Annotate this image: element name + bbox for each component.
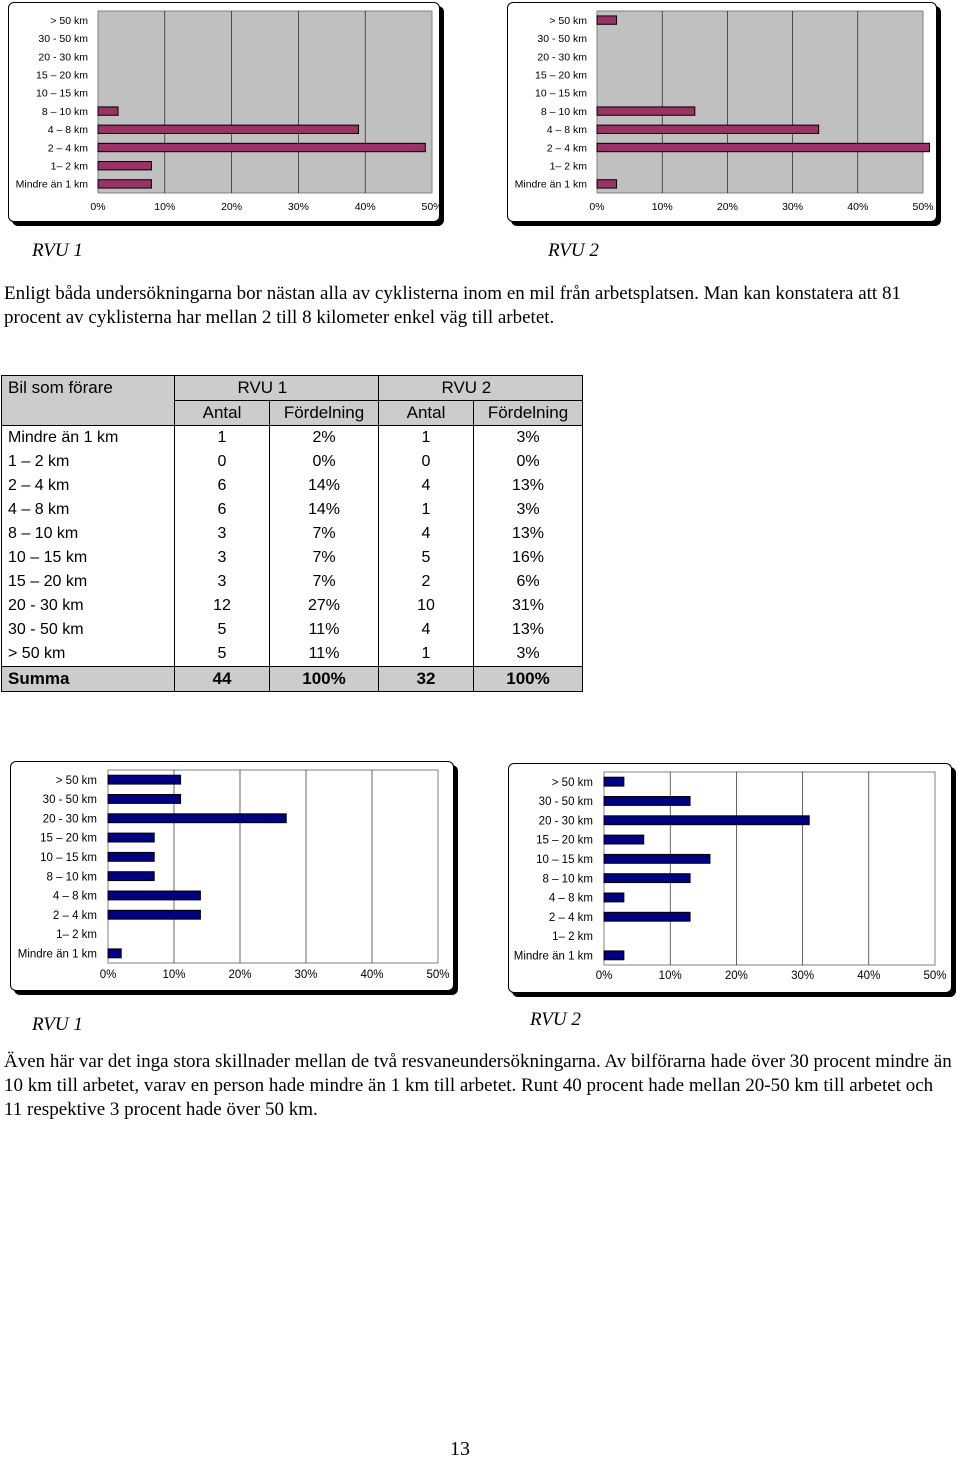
- row-antal-2: 4: [379, 474, 474, 498]
- table-row: [2, 450, 583, 474]
- subheader-antal-1: Antal: [175, 401, 270, 426]
- y-category-label: 10 – 15 km: [536, 853, 593, 866]
- bar: [597, 107, 695, 115]
- row-antal-2: 4: [379, 618, 474, 642]
- row-antal-1: 0: [175, 450, 270, 474]
- x-tick-label: 30%: [782, 201, 804, 213]
- bar: [604, 893, 624, 902]
- row-antal-2: 4: [379, 522, 474, 546]
- y-category-label: Mindre än 1 km: [513, 950, 593, 963]
- caption-bottom-right: RVU 2: [530, 1009, 581, 1030]
- x-tick-label: 20%: [228, 969, 252, 981]
- y-category-label: 2 – 4 km: [546, 142, 587, 155]
- page-number: 13: [450, 1438, 470, 1460]
- header-rvu1: RVU 1: [237, 378, 288, 397]
- y-category-label: 4 – 8 km: [548, 892, 593, 905]
- y-category-label: Mindre än 1 km: [15, 178, 88, 191]
- row-fordelning-2: 13%: [474, 618, 583, 642]
- bar: [597, 180, 617, 188]
- row-fordelning-2: 16%: [474, 546, 583, 570]
- subheader-antal-2: Antal: [379, 401, 474, 426]
- bar: [597, 143, 930, 151]
- x-tick-label: 0%: [595, 970, 613, 982]
- row-fordelning-1: 27%: [270, 594, 379, 618]
- row-fordelning-2: 13%: [474, 474, 583, 498]
- row-label: > 50 km: [2, 642, 175, 667]
- bar: [98, 162, 151, 170]
- row-label: Mindre än 1 km: [2, 426, 175, 451]
- row-antal-2: 0: [379, 450, 474, 474]
- table-header-row: [2, 376, 583, 401]
- caption-bottom-left: RVU 1: [32, 1014, 83, 1035]
- row-antal-1: 3: [175, 570, 270, 594]
- y-category-label: 10 – 15 km: [40, 851, 97, 864]
- row-fordelning-1: 14%: [270, 474, 379, 498]
- x-tick-label: 40%: [360, 969, 384, 981]
- caption-top-left: RVU 1: [32, 240, 83, 261]
- x-tick-label: 40%: [847, 201, 869, 213]
- bar: [98, 180, 151, 188]
- table-row: [2, 642, 583, 667]
- subheader-fordelning-2: Fördelning: [474, 401, 583, 426]
- table-row: [2, 522, 583, 546]
- bar: [604, 951, 624, 960]
- y-category-label: 20 - 30 km: [42, 813, 97, 826]
- row-antal-2: 5: [379, 546, 474, 570]
- x-tick-label: 10%: [651, 201, 673, 213]
- table-row: [2, 426, 583, 451]
- sum-antal-1: 44: [175, 667, 270, 692]
- table-row: [2, 546, 583, 570]
- row-fordelning-2: 0%: [474, 450, 583, 474]
- bar: [108, 872, 154, 881]
- y-category-label: 8 – 10 km: [540, 105, 587, 118]
- paragraph-car-drivers: Även här var det inga stora skillnader mellan de två resvaneundersökningarna. Av bilförarna hade över 30 procent mindre än 10 km till arbetet, varav en person hade mindre än 1 km till arbetet. Runt 40 procent hade mellan 20-50 km till arbetet och 11 respektive 3 procent hade över 50 km.: [4, 1051, 952, 1120]
- table-row: [2, 498, 583, 522]
- y-category-label: 15 – 20 km: [535, 69, 587, 82]
- row-fordelning-2: 3%: [474, 498, 583, 522]
- table-subheader-row: [2, 401, 583, 426]
- row-label: 20 - 30 km: [2, 594, 175, 618]
- y-category-label: 1– 2 km: [50, 160, 88, 173]
- chart-rvu1-bicycle: [8, 2, 443, 222]
- paragraph-cyclists: Enligt båda undersökningarna bor nästan alla av cyklisterna inom en mil från arbetsplatsen. Man kan konstatera att 81 procent av cyklisterna har mellan 2 till 8 kilometer enkel väg till arbetet.: [4, 283, 901, 328]
- row-label: 15 – 20 km: [2, 570, 175, 594]
- sum-fordelning-1: 100%: [270, 667, 379, 692]
- y-category-label: 15 – 20 km: [40, 832, 97, 845]
- y-category-label: 30 - 50 km: [38, 33, 88, 46]
- row-label: 1 – 2 km: [2, 450, 175, 474]
- y-category-label: 10 – 15 km: [535, 87, 587, 100]
- x-tick-label: 20%: [221, 201, 243, 213]
- bar: [604, 874, 690, 883]
- table-row: [2, 474, 583, 498]
- chart-rvu2-bicycle-svg: [508, 3, 936, 221]
- y-category-label: 2 – 4 km: [47, 142, 88, 155]
- x-tick-label: 50%: [912, 201, 934, 213]
- subheader-empty: [2, 401, 175, 426]
- y-category-label: 8 – 10 km: [41, 105, 88, 118]
- row-fordelning-1: 14%: [270, 498, 379, 522]
- y-category-label: Mindre än 1 km: [514, 178, 587, 191]
- y-category-label: 20 - 30 km: [38, 51, 88, 64]
- y-category-label: 4 – 8 km: [52, 890, 97, 903]
- row-antal-1: 1: [175, 426, 270, 451]
- y-category-label: 8 – 10 km: [542, 873, 593, 886]
- bar: [108, 833, 154, 842]
- chart-rvu1-bicycle-svg: [9, 3, 443, 221]
- row-antal-1: 3: [175, 522, 270, 546]
- row-fordelning-1: 7%: [270, 522, 379, 546]
- x-tick-label: 0%: [589, 201, 605, 213]
- x-tick-label: 10%: [154, 201, 176, 213]
- row-fordelning-2: 13%: [474, 522, 583, 546]
- row-fordelning-2: 3%: [474, 642, 583, 667]
- y-category-label: 30 - 50 km: [537, 33, 587, 46]
- row-antal-2: 1: [379, 642, 474, 667]
- bar: [108, 852, 154, 861]
- row-fordelning-1: 7%: [270, 570, 379, 594]
- bar: [108, 775, 181, 784]
- row-fordelning-1: 11%: [270, 618, 379, 642]
- row-antal-1: 5: [175, 642, 270, 667]
- y-category-label: 30 - 50 km: [42, 794, 97, 807]
- row-antal-1: 3: [175, 546, 270, 570]
- bar: [108, 949, 121, 958]
- row-fordelning-1: 2%: [270, 426, 379, 451]
- y-category-label: 8 – 10 km: [46, 871, 97, 884]
- row-antal-1: 12: [175, 594, 270, 618]
- header-rvu1-cell: [237, 376, 379, 401]
- y-category-label: 15 – 20 km: [536, 834, 593, 847]
- bar: [597, 125, 819, 133]
- bar: [604, 816, 809, 825]
- x-tick-label: 0%: [90, 201, 106, 213]
- y-category-label: 4 – 8 km: [47, 124, 88, 137]
- row-fordelning-2: 3%: [474, 426, 583, 451]
- y-category-label: > 50 km: [55, 774, 97, 787]
- chart-rvu2-car-svg: [509, 764, 951, 992]
- row-fordelning-2: 6%: [474, 570, 583, 594]
- header-rvu2-cell: [441, 376, 583, 401]
- row-label: 4 – 8 km: [2, 498, 175, 522]
- caption-top-right: RVU 2: [548, 240, 599, 261]
- bar: [98, 125, 359, 133]
- y-category-label: > 50 km: [549, 14, 587, 27]
- y-category-label: 30 - 50 km: [538, 796, 593, 809]
- table-title: Bil som förare: [2, 376, 175, 401]
- bar: [604, 777, 624, 786]
- y-category-label: 20 - 30 km: [537, 51, 587, 64]
- chart-rvu2-car: [508, 763, 952, 993]
- x-tick-label: 50%: [923, 970, 947, 982]
- row-label: 30 - 50 km: [2, 618, 175, 642]
- chart-rvu1-car: [10, 761, 454, 991]
- bar: [604, 854, 710, 863]
- row-fordelning-1: 11%: [270, 642, 379, 667]
- y-category-label: 1– 2 km: [56, 929, 97, 942]
- row-label: 8 – 10 km: [2, 522, 175, 546]
- distance-table: [1, 375, 583, 692]
- y-category-label: > 50 km: [50, 14, 88, 27]
- chart-rvu1-car-svg: [11, 762, 453, 990]
- y-category-label: > 50 km: [551, 776, 593, 789]
- row-antal-2: 10: [379, 594, 474, 618]
- y-category-label: 2 – 4 km: [548, 911, 593, 924]
- x-tick-label: 50%: [426, 969, 450, 981]
- x-tick-label: 20%: [724, 970, 748, 982]
- row-antal-1: 6: [175, 474, 270, 498]
- y-category-label: 15 – 20 km: [36, 69, 88, 82]
- row-antal-1: 5: [175, 618, 270, 642]
- table-body: [2, 426, 583, 667]
- row-antal-2: 1: [379, 498, 474, 522]
- x-tick-label: 40%: [857, 970, 881, 982]
- sum-fordelning-2: 100%: [474, 667, 583, 692]
- table-row: [2, 570, 583, 594]
- bar: [108, 795, 181, 804]
- x-tick-label: 0%: [99, 969, 117, 981]
- chart-rvu2-bicycle: [507, 2, 937, 222]
- bar: [108, 891, 200, 900]
- bar: [98, 107, 118, 115]
- y-category-label: 2 – 4 km: [52, 909, 97, 922]
- row-fordelning-1: 7%: [270, 546, 379, 570]
- row-label: 2 – 4 km: [2, 474, 175, 498]
- table-row: [2, 594, 583, 618]
- x-tick-label: 10%: [658, 970, 682, 982]
- y-category-label: Mindre än 1 km: [17, 948, 97, 961]
- bar: [108, 814, 286, 823]
- x-tick-label: 20%: [716, 201, 738, 213]
- y-category-label: 10 – 15 km: [36, 87, 88, 100]
- row-fordelning-1: 0%: [270, 450, 379, 474]
- subheader-fordelning-1: Fördelning: [270, 401, 379, 426]
- x-tick-label: 10%: [162, 969, 186, 981]
- bar: [98, 143, 425, 151]
- x-tick-label: 40%: [354, 201, 376, 213]
- row-fordelning-2: 31%: [474, 594, 583, 618]
- bar: [604, 835, 644, 844]
- x-tick-label: 30%: [791, 970, 815, 982]
- header-rvu2: RVU 2: [441, 378, 492, 397]
- y-category-label: 1– 2 km: [549, 160, 587, 173]
- y-category-label: 20 - 30 km: [538, 815, 593, 828]
- table-sum-row: [2, 667, 583, 692]
- y-category-label: 1– 2 km: [552, 931, 593, 944]
- bar: [597, 16, 617, 24]
- row-antal-2: 1: [379, 426, 474, 451]
- x-tick-label: 30%: [287, 201, 309, 213]
- x-tick-label: 50%: [421, 201, 443, 213]
- bar: [108, 910, 200, 919]
- sum-antal-2: 32: [379, 667, 474, 692]
- table-row: [2, 618, 583, 642]
- plot-area: [597, 11, 923, 193]
- row-antal-2: 2: [379, 570, 474, 594]
- y-category-label: 4 – 8 km: [546, 124, 587, 137]
- row-label: 10 – 15 km: [2, 546, 175, 570]
- bar: [604, 912, 690, 921]
- bar: [604, 797, 690, 806]
- x-tick-label: 30%: [294, 969, 318, 981]
- sum-label: Summa: [2, 667, 175, 692]
- row-antal-1: 6: [175, 498, 270, 522]
